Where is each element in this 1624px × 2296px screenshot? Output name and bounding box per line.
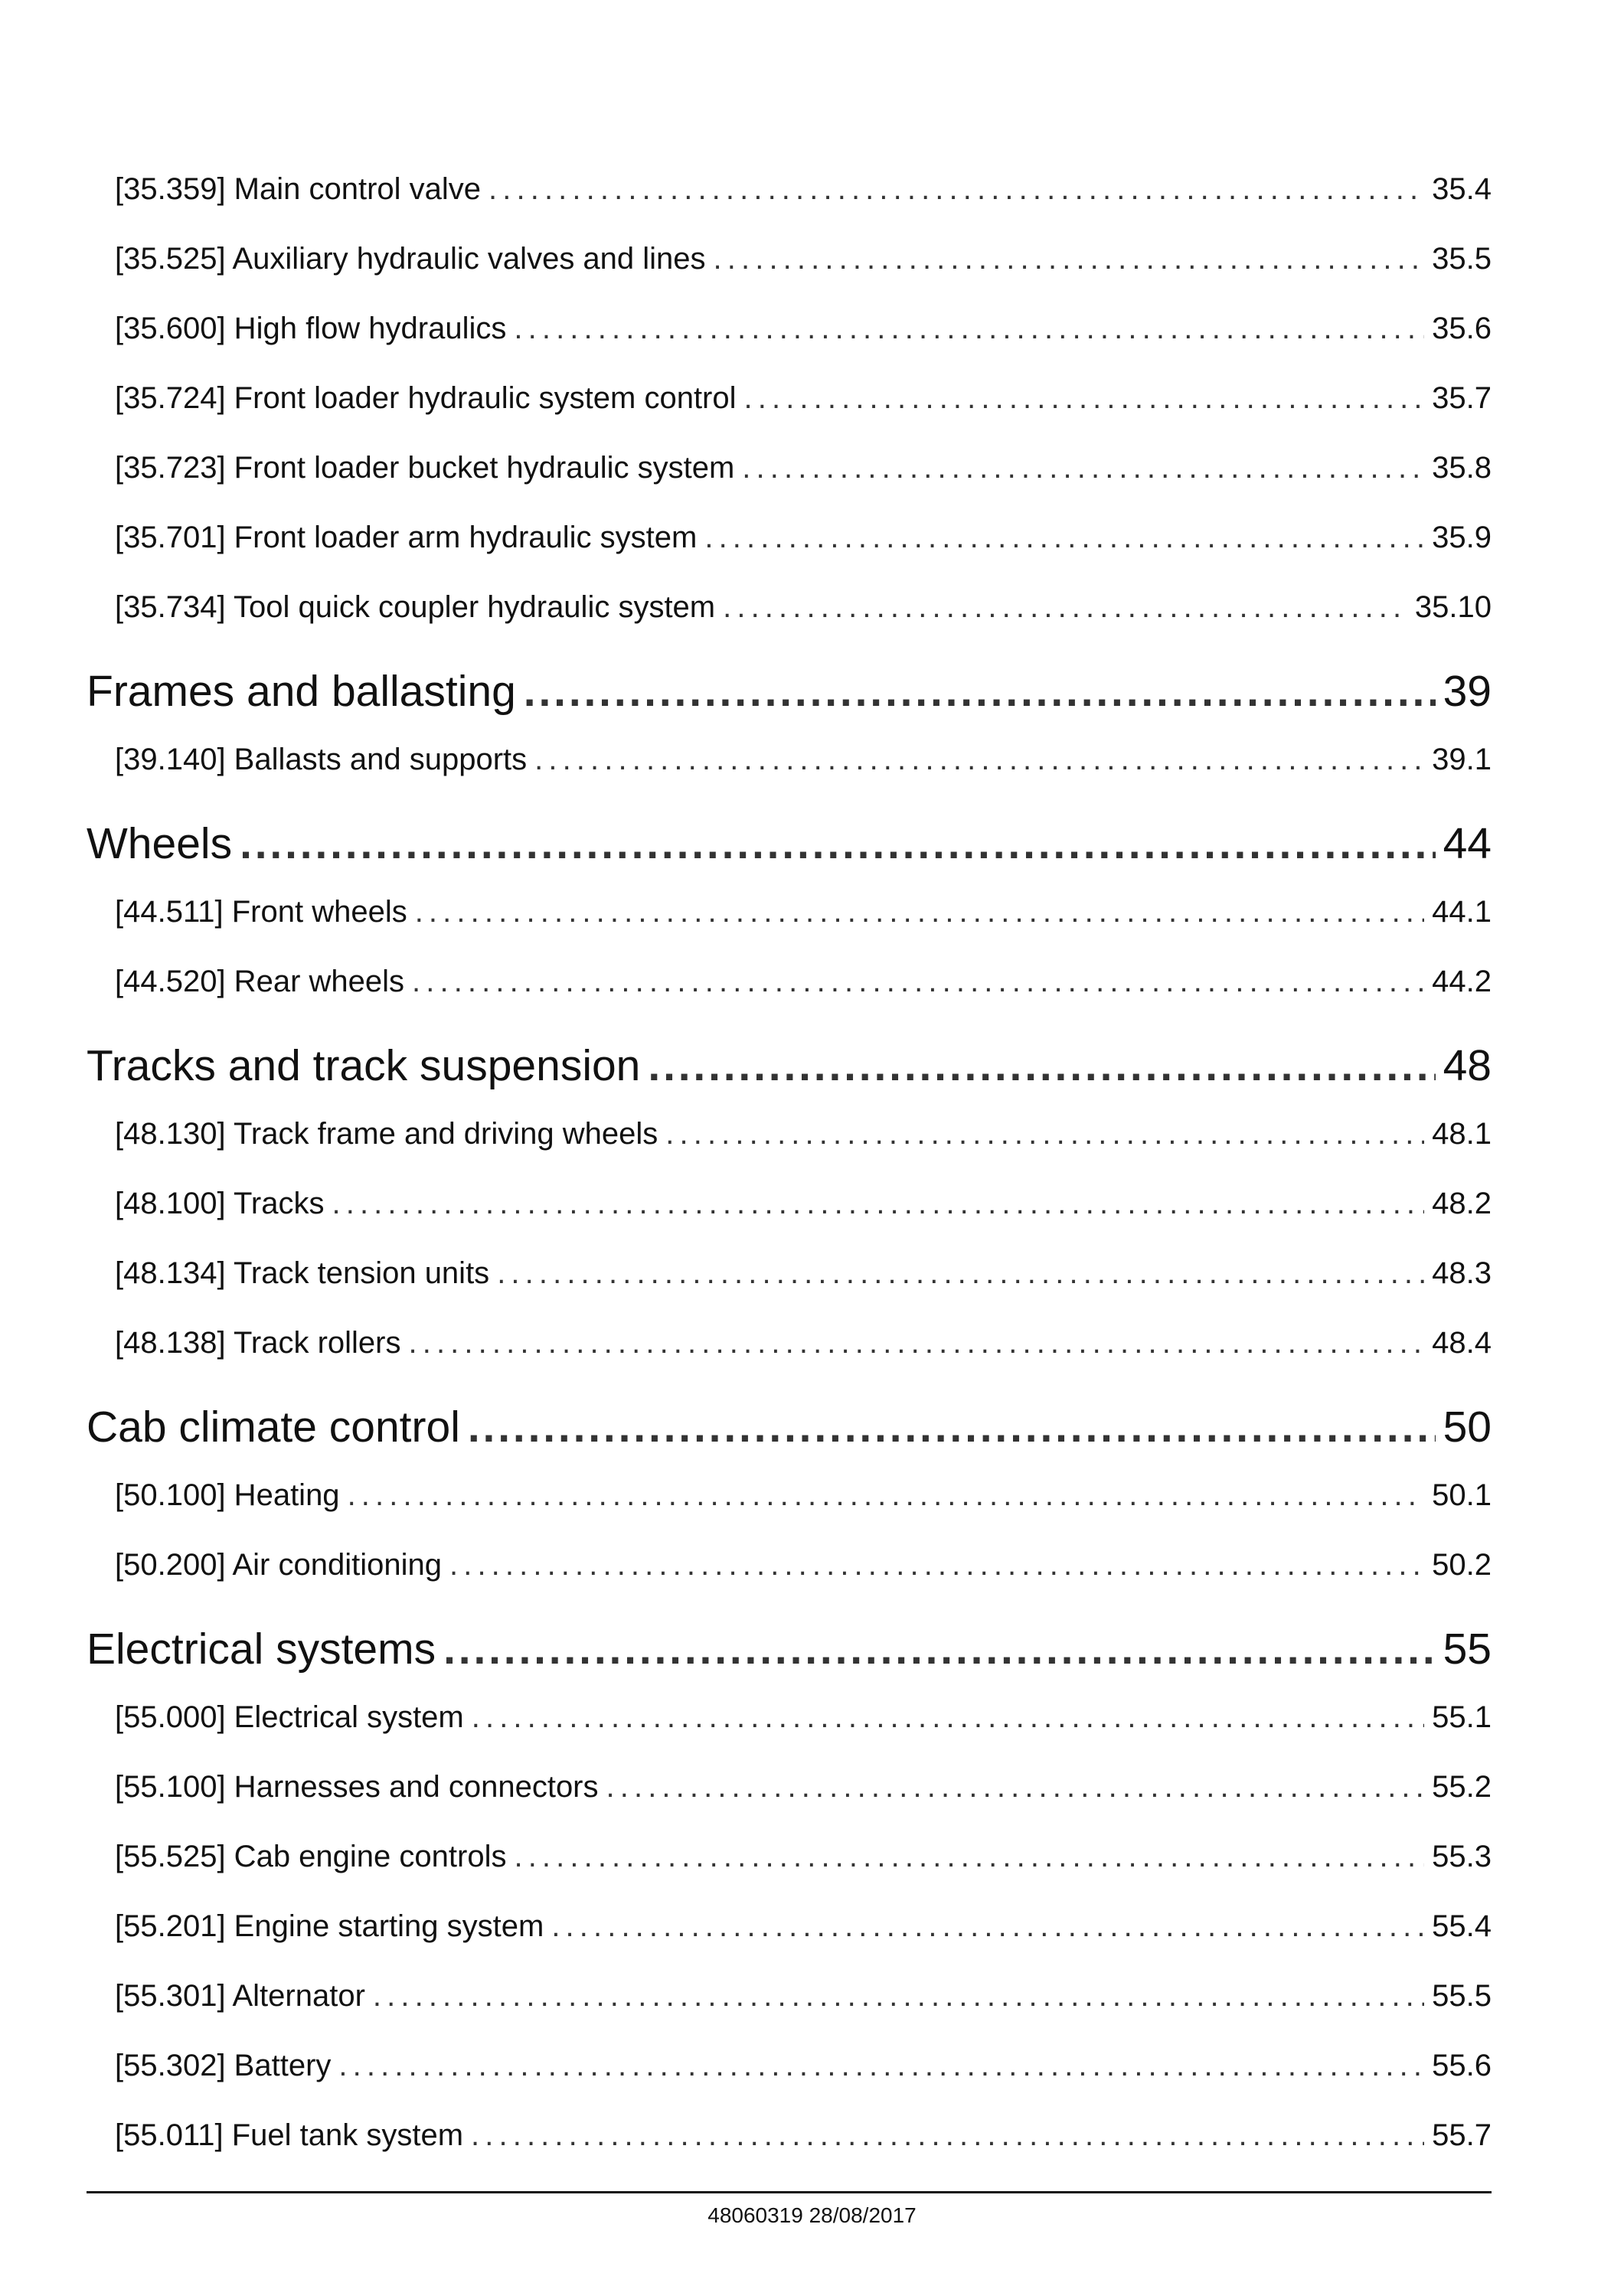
toc-entry[interactable]	[87, 1909, 1492, 1979]
toc-entry[interactable]	[87, 1840, 1492, 1909]
toc-entry-title: [35.701] Front loader arm hydraulic system	[115, 521, 698, 554]
toc-entry-page: 35.6	[1432, 312, 1492, 345]
toc-entry[interactable]	[87, 521, 1492, 590]
dot-leader	[704, 521, 1424, 555]
toc-entry[interactable]	[87, 1256, 1492, 1326]
toc-entry-page: 48.1	[1432, 1117, 1492, 1151]
toc-entry[interactable]	[87, 1187, 1492, 1256]
toc-entry-page: 48.2	[1432, 1187, 1492, 1220]
toc-entry-page: 44.1	[1432, 895, 1492, 929]
toc-entry-page: 35.5	[1432, 242, 1492, 276]
toc-entry-page: 50.1	[1432, 1478, 1492, 1512]
toc-chapter-page: 48	[1443, 1041, 1492, 1090]
toc-entry-title: [44.520] Rear wheels	[115, 965, 405, 998]
dot-leader	[714, 242, 1425, 276]
toc-entry-page: 35.4	[1432, 172, 1492, 206]
toc-entry[interactable]	[87, 1117, 1492, 1187]
toc-entry-page: 35.9	[1432, 521, 1492, 554]
toc-entry[interactable]	[87, 590, 1492, 660]
toc-entry[interactable]	[87, 1326, 1492, 1396]
toc-entry[interactable]	[87, 1770, 1492, 1840]
dot-leader	[606, 1770, 1425, 1804]
dot-leader	[514, 312, 1424, 346]
toc-chapter-title: Cab climate control	[87, 1403, 460, 1452]
dot-leader	[497, 1256, 1424, 1291]
toc-chapter-page: 55	[1443, 1625, 1492, 1674]
toc-chapter[interactable]	[87, 1402, 1492, 1478]
dot-leader	[415, 895, 1424, 929]
toc-entry[interactable]	[87, 1700, 1492, 1770]
toc-entry-title: [55.525] Cab engine controls	[115, 1840, 507, 1873]
dot-leader	[412, 965, 1424, 999]
toc-entry-page: 48.4	[1432, 1326, 1492, 1360]
dot-leader	[332, 1187, 1424, 1221]
toc-chapter[interactable]	[87, 818, 1492, 895]
toc-chapter-title: Electrical systems	[87, 1625, 436, 1674]
toc-entry-title: [48.134] Track tension units	[115, 1256, 490, 1290]
toc-entry[interactable]	[87, 1979, 1492, 2049]
toc-entry[interactable]	[87, 2118, 1492, 2188]
toc-entry-title: [35.525] Auxiliary hydraulic valves and lines	[115, 242, 706, 276]
dot-leader	[723, 590, 1407, 625]
toc-chapter-title: Tracks and track suspension	[87, 1041, 641, 1090]
toc-entry-page: 55.7	[1432, 2118, 1492, 2152]
dot-leader	[524, 666, 1436, 717]
toc-entry-title: [48.100] Tracks	[115, 1187, 325, 1220]
toc-entry-title: [50.100] Heating	[115, 1478, 340, 1512]
toc-entry[interactable]	[87, 381, 1492, 451]
dot-leader	[338, 2049, 1424, 2083]
dot-leader	[468, 1402, 1436, 1452]
dot-leader	[472, 1700, 1424, 1735]
toc-entry-title: [55.301] Alternator	[115, 1979, 365, 2013]
toc-entry-page: 35.7	[1432, 381, 1492, 415]
dot-leader	[742, 451, 1424, 485]
toc-chapter[interactable]	[87, 666, 1492, 743]
toc-entry-title: [35.359] Main control valve	[115, 172, 482, 206]
toc-entry-title: [48.130] Track frame and driving wheels	[115, 1117, 658, 1151]
toc-entry-page: 55.3	[1432, 1840, 1492, 1873]
toc-entry-title: [35.724] Front loader hydraulic system control	[115, 381, 737, 415]
toc-entry-page: 55.5	[1432, 1979, 1492, 2013]
toc-entry-title: [50.200] Air conditioning	[115, 1548, 442, 1582]
table-of-contents	[87, 172, 1492, 2188]
footer-doc-id: 48060319 28/08/2017	[707, 2203, 917, 2227]
toc-entry[interactable]	[87, 172, 1492, 242]
toc-chapter-page: 50	[1443, 1403, 1492, 1452]
toc-entry[interactable]	[87, 895, 1492, 965]
dot-leader	[489, 172, 1424, 207]
toc-entry[interactable]	[87, 2049, 1492, 2118]
toc-entry[interactable]	[87, 1478, 1492, 1548]
toc-entry-title: [35.734] Tool quick coupler hydraulic system	[115, 590, 716, 624]
dot-leader	[449, 1548, 1424, 1582]
toc-entry-page: 35.8	[1432, 451, 1492, 485]
toc-entry[interactable]	[87, 242, 1492, 312]
footer-divider	[87, 2191, 1492, 2193]
toc-entry-title: [35.723] Front loader bucket hydraulic system	[115, 451, 735, 485]
toc-entry-title: [55.302] Battery	[115, 2049, 332, 2082]
dot-leader	[551, 1909, 1424, 1944]
toc-entry[interactable]	[87, 312, 1492, 381]
toc-entry-page: 55.1	[1432, 1700, 1492, 1734]
toc-entry-page: 55.2	[1432, 1770, 1492, 1804]
dot-leader	[534, 743, 1424, 777]
toc-entry-page: 55.4	[1432, 1909, 1492, 1943]
toc-entry-title: [55.201] Engine starting system	[115, 1909, 544, 1943]
dot-leader	[373, 1979, 1424, 2013]
toc-entry-page: 39.1	[1432, 743, 1492, 776]
toc-entry[interactable]	[87, 451, 1492, 521]
toc-entry-title: [55.000] Electrical system	[115, 1700, 464, 1734]
dot-leader	[409, 1326, 1425, 1360]
toc-entry[interactable]	[87, 743, 1492, 812]
toc-entry-page: 44.2	[1432, 965, 1492, 998]
toc-chapter-page: 39	[1443, 667, 1492, 716]
toc-entry[interactable]	[87, 1548, 1492, 1618]
toc-entry-page: 48.3	[1432, 1256, 1492, 1290]
toc-chapter[interactable]	[87, 1040, 1492, 1117]
dot-leader	[471, 2118, 1424, 2153]
dot-leader	[240, 818, 1436, 869]
dot-leader	[348, 1478, 1425, 1513]
toc-entry-title: [44.511] Front wheels	[115, 895, 407, 929]
toc-chapter-title: Wheels	[87, 819, 233, 868]
toc-chapter[interactable]	[87, 1624, 1492, 1700]
toc-entry[interactable]	[87, 965, 1492, 1034]
dot-leader	[648, 1040, 1435, 1091]
toc-entry-page: 35.10	[1414, 590, 1492, 624]
toc-entry-page: 55.6	[1432, 2049, 1492, 2082]
dot-leader	[443, 1624, 1436, 1674]
toc-entry-title: [48.138] Track rollers	[115, 1326, 401, 1360]
dot-leader	[665, 1117, 1424, 1151]
toc-entry-title: [55.100] Harnesses and connectors	[115, 1770, 599, 1804]
toc-chapter-page: 44	[1443, 819, 1492, 868]
dot-leader	[514, 1840, 1424, 1874]
toc-entry-title: [39.140] Ballasts and supports	[115, 743, 528, 776]
toc-entry-title: [35.600] High flow hydraulics	[115, 312, 507, 345]
toc-entry-page: 50.2	[1432, 1548, 1492, 1582]
toc-chapter-title: Frames and ballasting	[87, 667, 516, 716]
dot-leader	[744, 381, 1425, 416]
toc-entry-title: [55.011] Fuel tank system	[115, 2118, 464, 2152]
